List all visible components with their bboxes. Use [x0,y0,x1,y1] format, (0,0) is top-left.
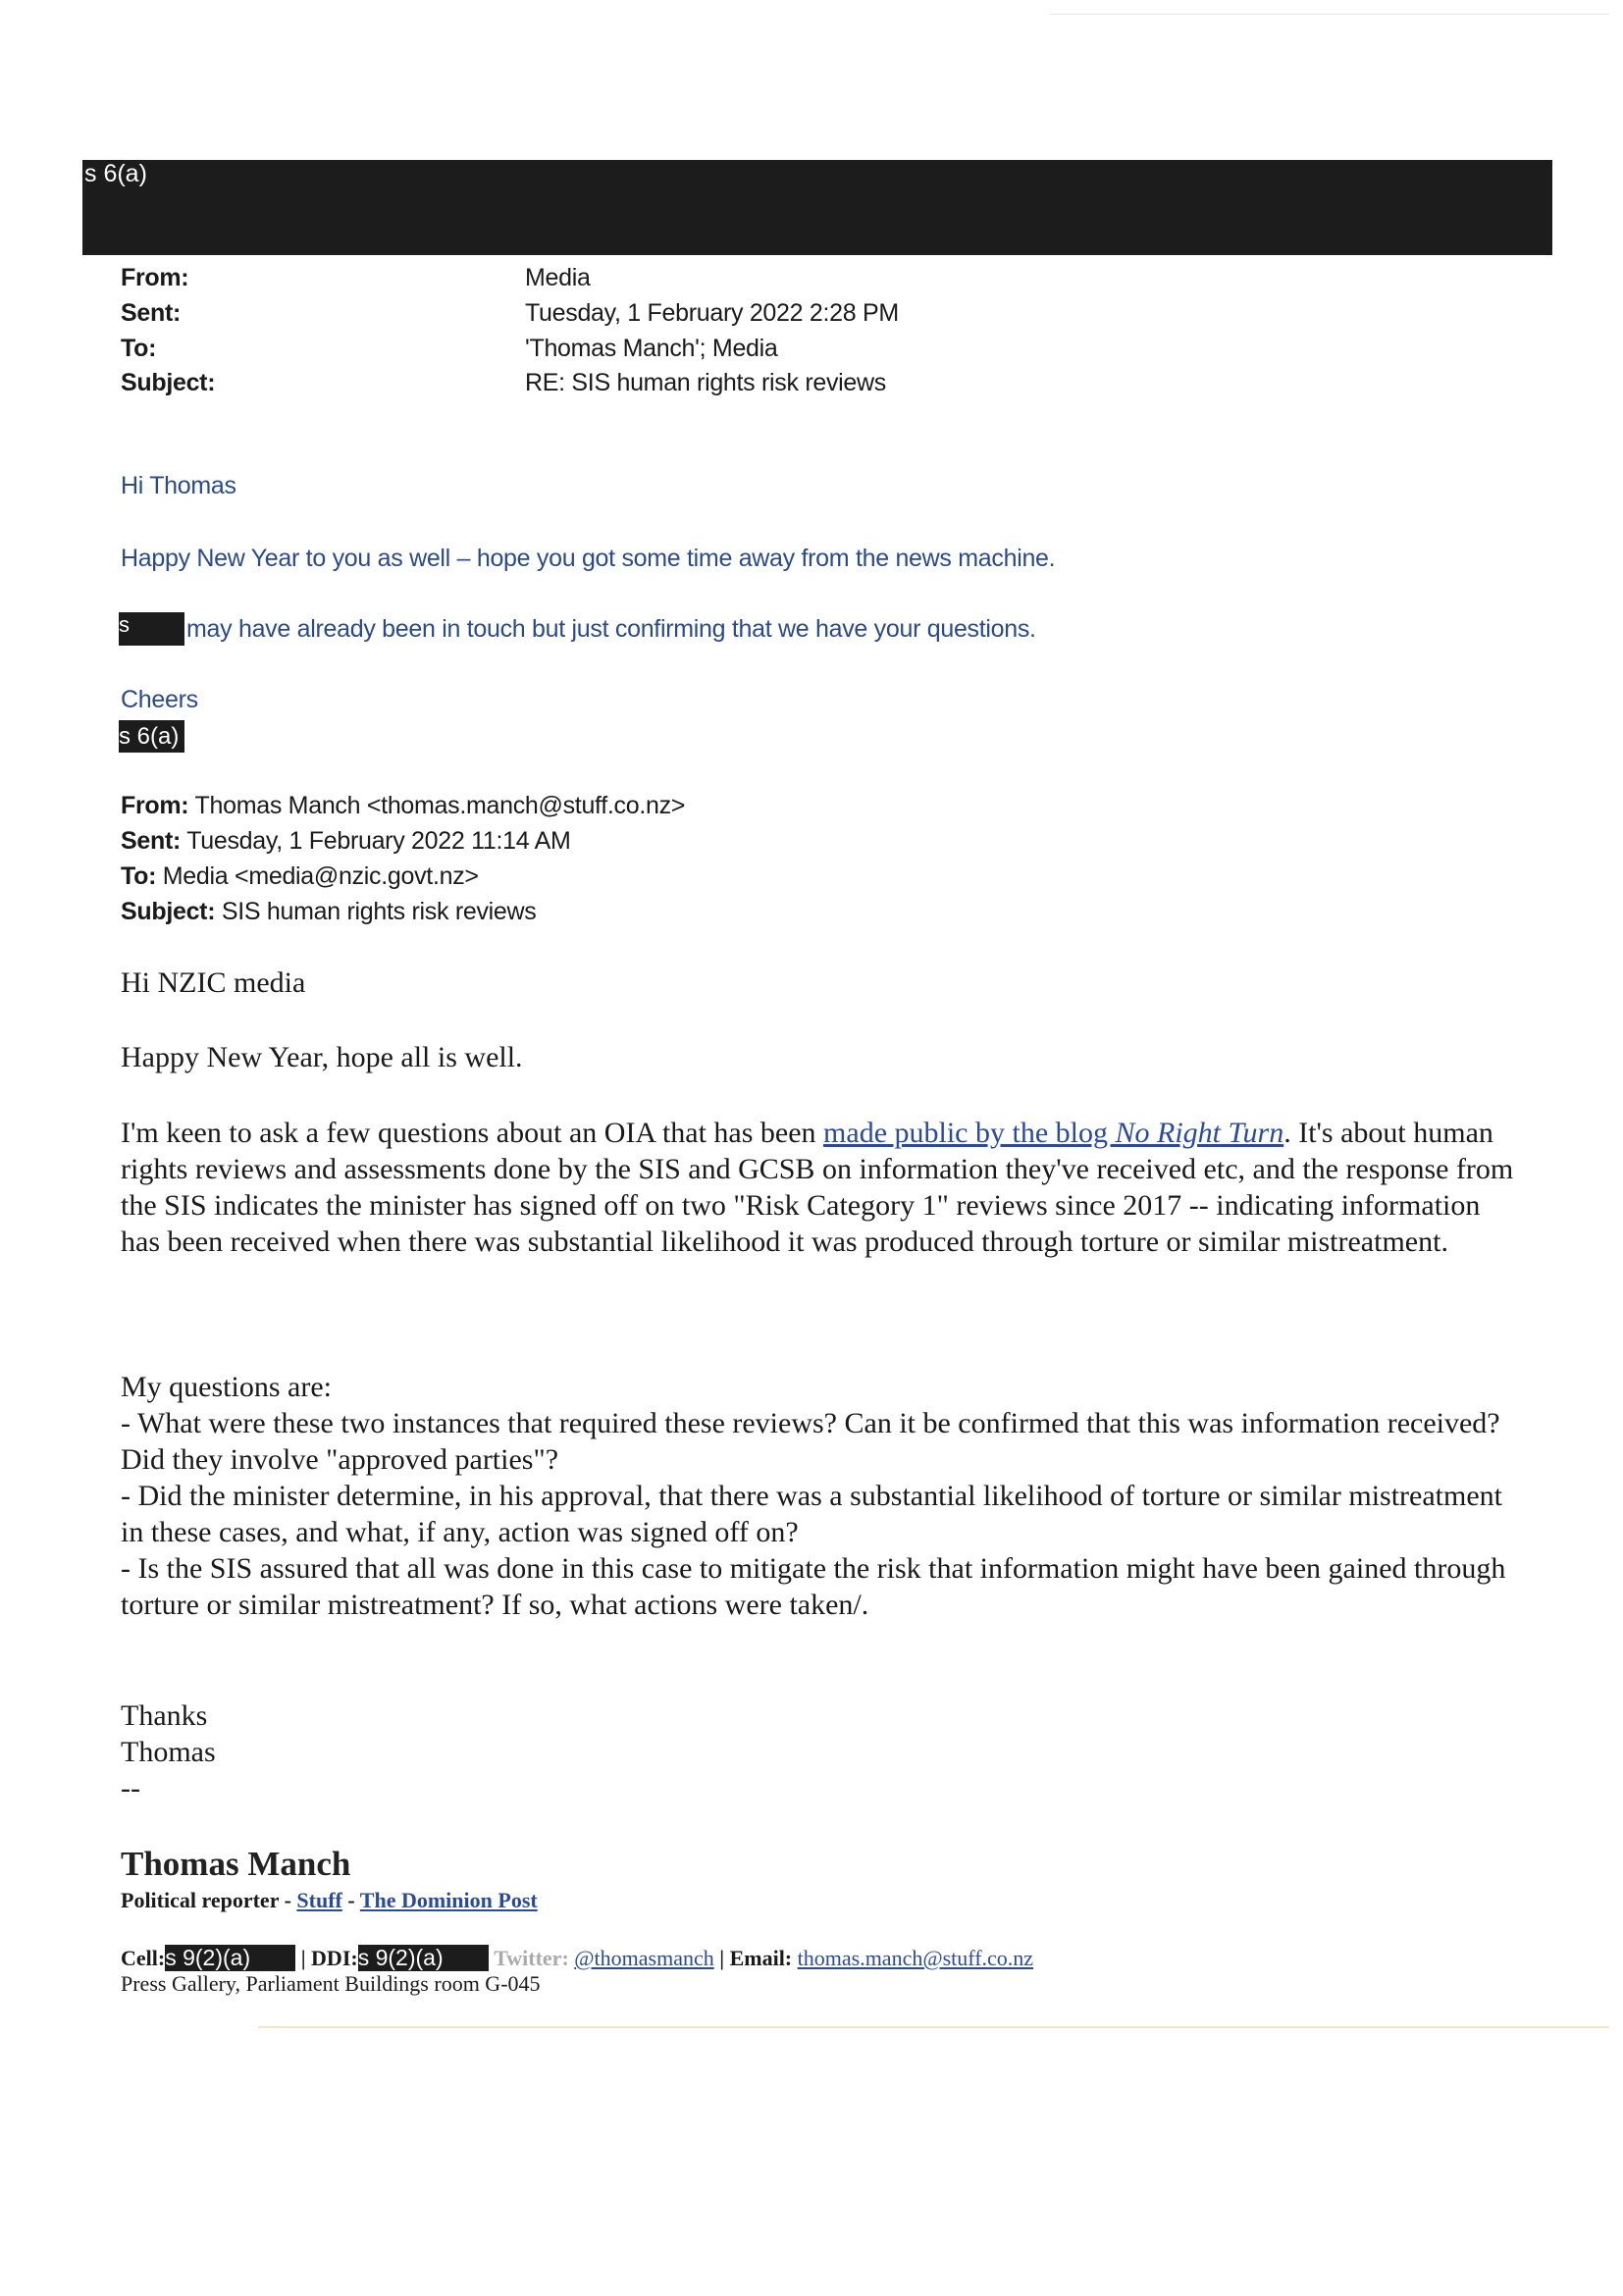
ddi-label: | DDI: [300,1946,358,1970]
separator: - [341,1888,360,1912]
signature-name: Thomas Manch [121,1845,351,1883]
sent-label: Sent: [121,299,182,327]
sent-value: Tuesday, 1 February 2022 11:14 AM [186,827,571,855]
question-3: - Is the SIS assured that all was done in this case to mitigate the risk that information might have been gained through torture or similar mistreatment? If so, what actions were taken/. [121,1552,1506,1621]
email-link[interactable]: thomas.manch@stuff.co.nz [797,1946,1034,1970]
dominion-post-link[interactable]: The Dominion Post [359,1888,538,1912]
reply-line-2: may have already been in touch but just confirming that we have your questions. [186,615,1036,643]
reply-closing: Cheers [121,686,198,713]
paragraph-text: . It's about human rights reviews and assessments done by the SIS and GCSB on information they've received etc, and the response from the SIS indicates the minister has signed off on two "Risk Category 1" reviews since 2017 -- indicating information has been received when there was substantial likelihood it was produced through torture or similar mistreatment. [121,1117,1514,1258]
paragraph-text: I'm keen to ask a few questions about an OIA that has been [121,1117,824,1149]
original-paragraph [121,1115,1514,1260]
redaction-cell: s 9(2)(a) [165,1945,295,1971]
redaction-ddi: s 9(2)(a) [358,1945,489,1971]
link-italic[interactable]: No Right Turn [1115,1117,1284,1149]
from-value: Media [525,264,591,291]
twitter-label: Twitter: [494,1946,569,1970]
reply-line-1: Happy New Year to you as well – hope you got some time away from the news machine. [121,545,1056,572]
questions-intro: My questions are: [121,1371,332,1403]
subject-value: RE: SIS human rights risk reviews [525,369,886,396]
questions [121,1369,1514,1623]
sent-value: Tuesday, 1 February 2022 2:28 PM [525,299,899,327]
redaction-signoff: s 6(a) [119,720,184,753]
to-label: To: [121,335,157,362]
original-greeting: Hi NZIC media [121,966,306,999]
stuff-link[interactable]: Stuff [296,1888,342,1912]
link-text[interactable]: made public by the blog [823,1117,1116,1149]
signature-address: Press Gallery, Parliament Buildings room G-045 [121,1971,541,1996]
to-label: To: [121,862,157,890]
from-label: From: [121,264,189,291]
redaction-inline: s [119,612,184,646]
to-value: Media <media@nzic.govt.nz> [162,862,479,890]
sent-label: Sent: [121,827,182,855]
cell-label: Cell: [121,1946,166,1970]
subject-value: SIS human rights risk reviews [221,898,537,925]
question-2: - Did the minister determine, in his approval, that there was a substantial likelihood of torture or similar mistreatment in these cases, and what, if any, action was signed off on? [121,1480,1502,1548]
original-line-1: Happy New Year, hope all is well. [121,1041,523,1073]
to-value: 'Thomas Manch'; Media [525,335,778,362]
twitter-link[interactable]: @thomasmanch [574,1946,714,1970]
redaction-code: s 6(a) [84,160,147,187]
signature-role: Political reporter - [121,1888,297,1912]
sig-separator: -- [121,1772,140,1804]
subject-label: Subject: [121,369,216,396]
subject-label: Subject: [121,898,216,925]
divider-line [258,2026,1609,2028]
reply-greeting: Hi Thomas [121,472,236,499]
scan-edge-line [1050,14,1609,15]
from-label: From: [121,792,189,819]
thanks: Thanks [121,1699,208,1732]
question-1: - What were these two instances that required these reviews? Can it be confirmed that this was information received? Did they involve "approved parties"? [121,1407,1500,1476]
email-label: | Email: [719,1946,793,1970]
from-value: Thomas Manch <thomas.manch@stuff.co.nz> [194,792,686,819]
sender-name: Thomas [121,1736,216,1768]
no-right-turn-link[interactable] [823,1117,1283,1149]
redaction-bar-top [82,160,1552,255]
